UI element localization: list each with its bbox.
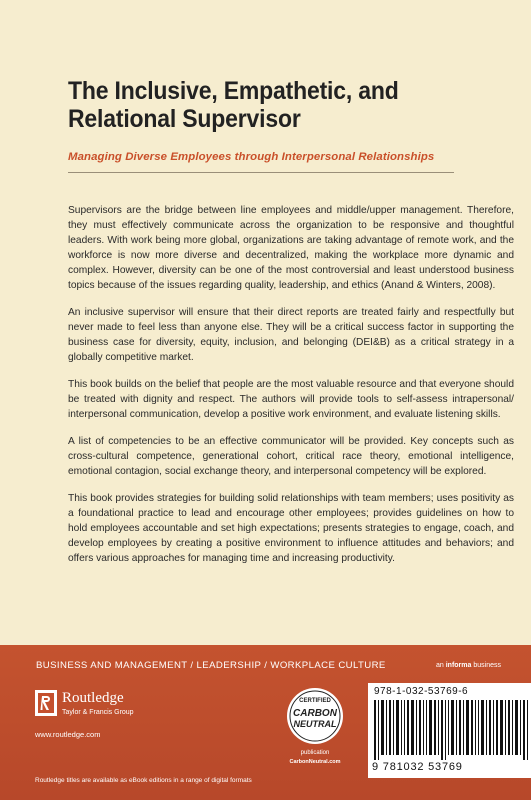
- carbon-word-carbon: CARBON: [293, 708, 337, 719]
- book-title-line-1: The Inclusive, Empathetic, and: [68, 77, 399, 105]
- subject-categories: BUSINESS AND MANAGEMENT / LEADERSHIP / WORKPLACE CULTURE: [36, 660, 386, 671]
- blurb-paragraph: This book provides strategies for building solid relationships with team members; uses positivity as a foundational practice to lead and encourage other employees; provides guidelines on how to hold employees accountable and set high expectations; presents strategies to engage, coach, and develop employees by creating a positive environment to influence attitudes and behaviors; and offers various approaches for managing time and increasing productivity.: [68, 493, 514, 564]
- informa-brand: informa: [445, 662, 472, 669]
- carbon-publication: publication: [300, 750, 330, 756]
- isbn-hyphenated: 978-1-032-53769-6: [374, 686, 469, 697]
- blurb-paragraph: Supervisors are the bridge between line employees and middle/upper management. Therefore, they must effectively communicate across the organization to be responsive and thoughtful leaders. With work being more global, organizations are taking advantage of remote work, and the workforce is now more diverse and decentralized, making the workplace more dynamic and complex. However, diversity can be one of the most controversial and least understood business topics because of the issues regarding quality, leadership, and ethics (Anand & Winters, 2008).: [68, 205, 514, 291]
- isbn-digits: 9 781032 53769: [372, 761, 463, 773]
- book-title-line-2: Relational Supervisor: [68, 105, 301, 133]
- carbon-certified: CERTIFIED: [299, 698, 331, 704]
- book-subtitle: Managing Diverse Employees through Interpersonal Relationships: [68, 151, 435, 163]
- carbon-url: CarbonNeutral.com: [289, 759, 341, 765]
- blurb: [68, 203, 514, 578]
- isbn-barcode: [368, 683, 531, 778]
- blurb-paragraph: An inclusive supervisor will ensure that their direct reports are treated fairly and respectfully but never made to feel less than anyone else. They will be a critical success factor in supporting the business case for diversity, equity, inclusion, and belonging (DEI&B) as a critical strategy in a globally competitive market.: [68, 307, 514, 363]
- title-divider: [68, 172, 454, 173]
- routledge-logo-icon: [35, 690, 57, 716]
- carbon-word-neutral: NEUTRAL: [293, 719, 337, 729]
- informa-prefix: an: [436, 662, 446, 669]
- barcode-icon: [374, 700, 529, 760]
- book-title: [68, 77, 454, 133]
- publisher-group: Taylor & Francis Group: [62, 709, 134, 716]
- informa-tagline: [436, 662, 501, 669]
- ebook-note: Routledge titles are available as eBook editions in a range of digital formats: [35, 777, 252, 784]
- publisher-url[interactable]: www.routledge.com: [35, 730, 101, 739]
- informa-suffix: business: [471, 662, 501, 669]
- blurb-paragraph: A list of competencies to be an effective communicator will be provided. Key concepts such as cross-cultural competence, generational cohort, critical race theory, emotional intelligence, emotional contagion, social exchange theory, and interpersonal competency will be explored.: [68, 436, 514, 477]
- publisher-name: Routledge: [62, 690, 124, 706]
- carbon-neutral-badge-icon: [283, 684, 347, 774]
- blurb-paragraph: This book builds on the belief that people are the most valuable resource and that everyone should be treated with dignity and respect. The authors will provide tools to self-assess intrapersonal/ interpersonal communication, develop a positive work environment, and evaluate listening skills.: [68, 379, 514, 420]
